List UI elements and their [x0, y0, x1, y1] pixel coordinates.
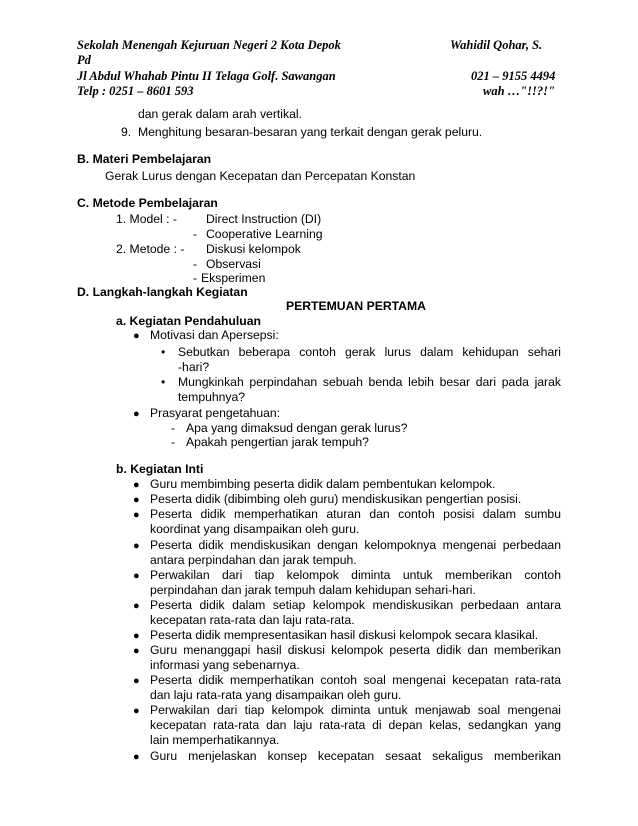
inti-item-cont: kecepatan rata-rata dan laju rata-rata. — [150, 613, 355, 627]
motivasi-question-1: Sebutkan beberapa contoh gerak lurus dalam kehidupan sehari — [178, 345, 561, 359]
dash-marker: - — [193, 271, 198, 285]
inti-item-cont: lain memperhatikannya. — [150, 733, 280, 747]
method-model-item: Direct Instruction (DI) — [206, 212, 322, 226]
inti-item: Guru menanggapi hasil diskusi kelompok peserta didik dan memberikan — [150, 643, 561, 657]
bullet-icon: ● — [133, 494, 140, 506]
inti-item-cont: informasi yang sebenarnya. — [150, 658, 300, 672]
dash-marker: - — [171, 421, 176, 435]
section-b-heading: B. Materi Pembelajaran — [77, 152, 212, 166]
inti-item: Perwakilan dari tiap kelompok diminta untuk menjawab soal mengenai — [150, 703, 561, 717]
bullet-icon: ● — [133, 330, 140, 342]
bullet-icon: ● — [133, 705, 140, 717]
inti-item: Perwakilan dari tiap kelompok diminta untuk memberikan contoh — [150, 568, 561, 582]
header-author: Wahidil Qohar, S. — [450, 38, 543, 52]
dash-marker: - — [171, 435, 176, 449]
method-metode-item: Observasi — [206, 257, 261, 271]
inti-item: Peserta didik mempresentasikan hasil diskusi kelompok secara klasikal. — [150, 628, 539, 642]
header-school: Sekolah Menengah Kejuruan Negeri 2 Kota Depok — [77, 38, 341, 52]
objective-9-number: 9. — [121, 125, 132, 139]
bullet-icon: ● — [133, 600, 140, 612]
meeting-title: PERTEMUAN PERTAMA — [286, 299, 426, 313]
activity-a-heading: a. Kegiatan Pendahuluan — [116, 314, 261, 328]
header-mobile: 021 – 9155 4494 — [471, 69, 556, 83]
bullet-icon: ● — [133, 479, 140, 491]
method-metode-item: Eksperimen — [201, 271, 266, 285]
inti-item: Guru menjelaskan konsep kecepatan sesaat sekaligus memberikan — [150, 749, 561, 763]
objective-8-continuation: dan gerak dalam arah vertikal. — [138, 107, 302, 121]
inti-item: Peserta didik memperhatikan aturan dan contoh posisi dalam sumbu — [150, 507, 561, 521]
method-model-item: Cooperative Learning — [206, 227, 323, 241]
inti-item: Guru membimbing peserta didik dalam pembentukan kelompok. — [150, 477, 496, 491]
motivasi-label: Motivasi dan Apersepsi: — [150, 328, 279, 342]
header-school-wrap: Pd — [77, 53, 91, 67]
header-address: Jl Abdul Whahab Pintu II Telaga Golf. Sawangan — [77, 69, 336, 83]
method-metode-label: 2. Metode : - — [116, 242, 185, 256]
section-c-heading: C. Metode Pembelajaran — [77, 196, 218, 210]
section-d-heading: D. Langkah-langkah Kegiatan — [77, 285, 248, 299]
prasyarat-question-2: Apakah pengertian jarak tempuh? — [186, 435, 369, 449]
dash-marker: - — [193, 227, 198, 241]
motivasi-question-2-cont: tempuhnya? — [178, 390, 246, 404]
inti-item: Peserta didik dalam setiap kelompok mendiskusikan perbedaan antara — [150, 598, 561, 612]
bullet-icon: ● — [133, 645, 140, 657]
activity-b-heading: b. Kegiatan Inti — [116, 462, 204, 476]
objective-9-text: Menghitung besaran-besaran yang terkait dengan gerak peluru. — [138, 125, 483, 139]
bullet-icon: ● — [133, 630, 140, 642]
motivasi-question-1-cont: -hari? — [178, 360, 210, 374]
inti-item-cont: koordinat yang disampaikan oleh guru. — [150, 522, 360, 536]
bullet-icon: ● — [133, 540, 140, 552]
inti-item-cont: kecepatan rata-rata dan laju rata-rata di depan kelas, sedangkan yang — [150, 718, 561, 732]
header-phone: Telp : 0251 – 8601 593 — [77, 84, 194, 98]
inti-item: Peserta didik (dibimbing oleh guru) mendiskusikan pengertian posisi. — [150, 492, 522, 506]
inti-item-cont: perpindahan dan jarak tempuh dalam kehidupan sehari-hari. — [150, 583, 476, 597]
method-model-label: 1. Model : - — [116, 212, 177, 226]
inti-item: Peserta didik memperhatikan contoh soal mengenai kecepatan rata-rata — [150, 673, 561, 687]
bullet-icon: • — [161, 345, 166, 359]
inti-item: Peserta didik mendiskusikan dengan kelompoknya mengenai perbedaan — [150, 538, 561, 552]
inti-item-cont: dan laju rata-rata yang disampaikan oleh guru. — [150, 688, 402, 702]
bullet-icon: ● — [133, 408, 140, 420]
prasyarat-question-1: Apa yang dimaksud dengan gerak lurus? — [186, 421, 408, 435]
bullet-icon: ● — [133, 751, 140, 763]
method-metode-item: Diskusi kelompok — [206, 242, 301, 256]
bullet-icon: ● — [133, 570, 140, 582]
header-tagline: wah …"!!?!" — [483, 84, 555, 98]
bullet-icon: • — [161, 375, 166, 389]
dash-marker: - — [193, 257, 198, 271]
bullet-icon: ● — [133, 675, 140, 687]
prasyarat-label: Prasyarat pengetahuan: — [150, 406, 281, 420]
section-b-text: Gerak Lurus dengan Kecepatan dan Percepatan Konstan — [105, 169, 416, 183]
inti-item-cont: antara perpindahan dan jarak tempuh. — [150, 553, 357, 567]
motivasi-question-2: Mungkinkah perpindahan sebuah benda lebih besar dari pada jarak — [178, 375, 561, 389]
bullet-icon: ● — [133, 509, 140, 521]
